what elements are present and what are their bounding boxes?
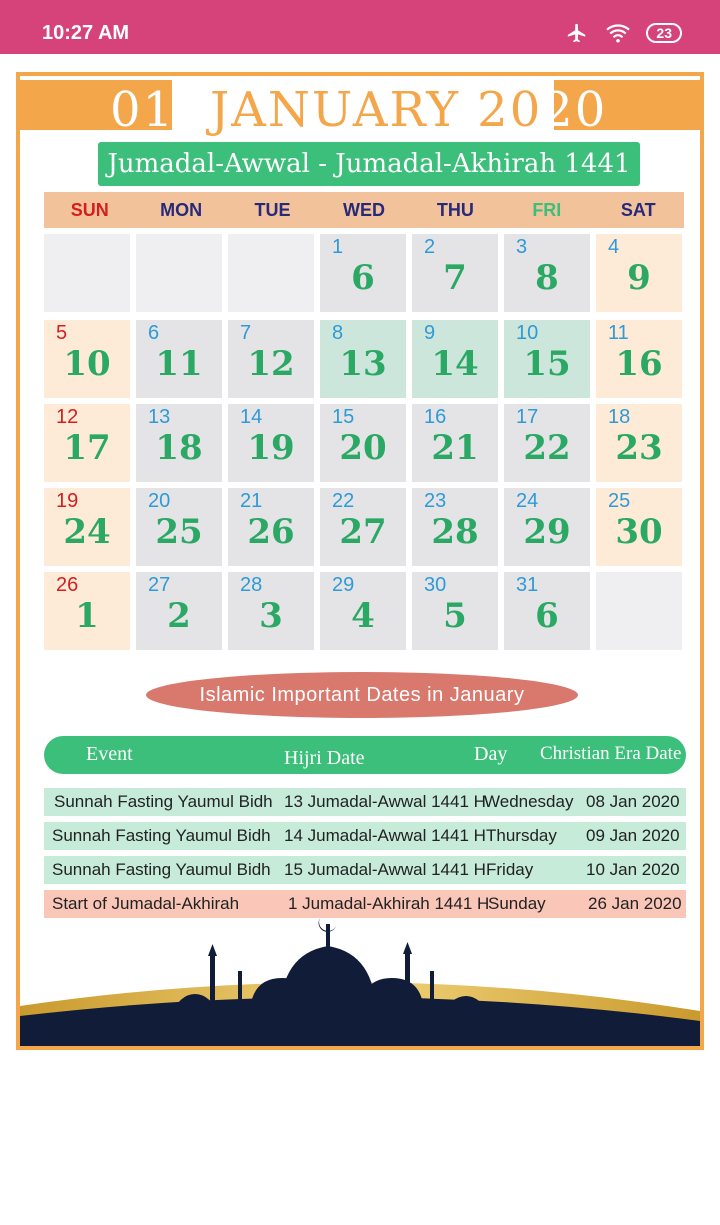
hijri-day-number: 11 xyxy=(608,322,629,344)
gregorian-day-number: 8 xyxy=(535,258,559,298)
calendar-day-cell[interactable] xyxy=(136,404,222,482)
gregorian-day-number: 7 xyxy=(443,258,467,298)
hijri-day-number: 17 xyxy=(516,406,539,428)
gregorian-day-number: 12 xyxy=(247,344,295,384)
title-day: 01 xyxy=(110,82,176,138)
status-time: 10:27 AM xyxy=(42,22,130,44)
event-name: Sunnah Fasting Yaumul Bidh xyxy=(54,792,273,811)
table-row[interactable] xyxy=(44,822,686,850)
calendar-day-cell[interactable] xyxy=(228,488,314,566)
hijri-day-number: 6 xyxy=(148,322,160,344)
event-date: 09 Jan 2020 xyxy=(586,826,680,845)
calendar-day-cell[interactable] xyxy=(504,234,590,312)
gregorian-day-number: 30 xyxy=(615,512,663,552)
hijri-day-number: 2 xyxy=(424,236,436,258)
hijri-day-number: 26 xyxy=(56,574,79,596)
hijri-month-banner: Jumadal-Awwal - Jumadal-Akhirah 1441 xyxy=(98,142,640,186)
hijri-day-number: 7 xyxy=(240,322,252,344)
event-name: Sunnah Fasting Yaumul Bidh xyxy=(52,860,271,879)
event-hijri: 15 Jumadal-Awwal 1441 H xyxy=(284,860,486,879)
calendar-day-cell[interactable] xyxy=(504,404,590,482)
calendar-day-cell[interactable] xyxy=(228,320,314,398)
hijri-day-number: 20 xyxy=(148,490,171,512)
weekday-header xyxy=(44,192,684,228)
calendar-empty-cell xyxy=(228,234,314,312)
calendar-day-cell[interactable] xyxy=(412,404,498,482)
gregorian-day-number: 15 xyxy=(523,344,571,384)
hijri-day-number: 8 xyxy=(332,322,344,344)
gregorian-day-number: 20 xyxy=(339,428,387,468)
gregorian-day-number: 21 xyxy=(431,428,479,468)
hijri-day-number: 29 xyxy=(332,574,355,596)
hijri-day-number: 21 xyxy=(240,490,263,512)
gregorian-day-number: 4 xyxy=(351,596,375,636)
gregorian-day-number: 26 xyxy=(247,512,295,552)
calendar-day-cell[interactable] xyxy=(504,488,590,566)
calendar-empty-cell xyxy=(44,234,130,312)
weekday-sat: SAT xyxy=(620,200,656,220)
events-header-christian: Christian Era Date xyxy=(540,743,682,764)
weekday-mon: MON xyxy=(160,200,203,220)
event-name: Start of Jumadal-Akhirah xyxy=(52,894,240,913)
event-day: Friday xyxy=(486,860,534,879)
gregorian-day-number: 6 xyxy=(535,596,559,636)
hijri-day-number: 16 xyxy=(424,406,447,428)
calendar-day-cell[interactable] xyxy=(44,488,130,566)
calendar-day-cell[interactable] xyxy=(596,488,682,566)
hijri-day-number: 13 xyxy=(148,406,171,428)
gregorian-day-number: 10 xyxy=(63,344,111,384)
table-row[interactable] xyxy=(44,856,686,884)
gregorian-day-number: 19 xyxy=(247,428,295,468)
event-date: 26 Jan 2020 xyxy=(588,894,682,913)
gregorian-day-number: 1 xyxy=(75,596,99,636)
calendar-empty-cell xyxy=(136,234,222,312)
gregorian-day-number: 22 xyxy=(523,428,571,468)
hijri-day-number: 23 xyxy=(424,490,447,512)
hijri-day-number: 14 xyxy=(240,406,263,428)
gregorian-day-number: 11 xyxy=(155,344,203,384)
calendar-day-cell[interactable] xyxy=(44,572,130,650)
mosque-skyline-illustration xyxy=(20,916,700,1046)
gregorian-day-number: 13 xyxy=(339,344,387,384)
hijri-day-number: 4 xyxy=(608,236,620,258)
calendar-title xyxy=(20,76,700,136)
calendar-day-cell[interactable] xyxy=(44,404,130,482)
event-day: Wednesday xyxy=(484,792,574,811)
weekday-thu: THU xyxy=(436,200,474,220)
gregorian-day-number: 9 xyxy=(627,258,651,298)
calendar-day-cell[interactable] xyxy=(596,404,682,482)
events-header-hijri: Hijri Date xyxy=(284,747,365,769)
gregorian-day-number: 29 xyxy=(523,512,571,552)
calendar-day-cell[interactable] xyxy=(412,320,498,398)
gregorian-day-number: 23 xyxy=(615,428,663,468)
event-day: Sunday xyxy=(488,894,546,913)
status-icons xyxy=(564,22,682,44)
gregorian-day-number: 16 xyxy=(615,344,663,384)
calendar-day-cell[interactable] xyxy=(44,320,130,398)
event-hijri: 14 Jumadal-Awwal 1441 H xyxy=(284,826,486,845)
weekday-wed: WED xyxy=(342,200,385,220)
hijri-day-number: 19 xyxy=(56,490,79,512)
calendar-empty-cell xyxy=(596,572,682,650)
battery-indicator: 23 xyxy=(646,23,682,43)
events-header-event: Event xyxy=(86,743,133,765)
hijri-day-number: 30 xyxy=(424,574,447,596)
gregorian-day-number: 14 xyxy=(431,344,479,384)
hijri-day-number: 10 xyxy=(516,322,539,344)
calendar-day-cell[interactable] xyxy=(412,572,498,650)
airplane-icon xyxy=(564,22,590,44)
hijri-day-number: 3 xyxy=(516,236,528,258)
calendar-day-cell[interactable] xyxy=(504,320,590,398)
hijri-day-number: 22 xyxy=(332,490,355,512)
gregorian-day-number: 24 xyxy=(63,512,111,552)
calendar-day-cell[interactable] xyxy=(228,404,314,482)
calendar-day-cell[interactable] xyxy=(596,234,682,312)
calendar-day-cell[interactable] xyxy=(504,572,590,650)
hijri-day-number: 27 xyxy=(148,574,171,596)
calendar-day-cell[interactable] xyxy=(136,488,222,566)
events-header-day: Day xyxy=(474,743,508,765)
calendar-day-cell[interactable] xyxy=(320,572,406,650)
weekday-fri: FRI xyxy=(532,200,562,220)
event-hijri: 1 Jumadal-Akhirah 1441 H xyxy=(288,894,490,913)
table-row[interactable] xyxy=(44,788,686,816)
calendar-day-cell[interactable] xyxy=(412,234,498,312)
gregorian-day-number: 6 xyxy=(351,258,375,298)
calendar-day-cell[interactable] xyxy=(320,488,406,566)
gregorian-day-number: 17 xyxy=(63,428,111,468)
hijri-day-number: 18 xyxy=(608,406,631,428)
gregorian-day-number: 18 xyxy=(155,428,203,468)
gregorian-day-number: 3 xyxy=(259,596,283,636)
event-name: Sunnah Fasting Yaumul Bidh xyxy=(52,826,271,845)
weekday-sun: SUN xyxy=(70,200,109,220)
calendar-day-cell[interactable] xyxy=(228,572,314,650)
title-month-year xyxy=(210,82,607,138)
gregorian-day-number: 5 xyxy=(443,596,467,636)
calendar-day-cell[interactable] xyxy=(320,234,406,312)
event-date: 10 Jan 2020 xyxy=(586,860,680,879)
table-row[interactable] xyxy=(44,890,686,918)
hijri-day-number: 5 xyxy=(56,322,68,344)
hijri-day-number: 1 xyxy=(332,236,344,258)
calendar-day-cell[interactable] xyxy=(412,488,498,566)
hijri-day-number: 12 xyxy=(56,406,79,428)
hijri-day-number: 15 xyxy=(332,406,355,428)
event-hijri: 13 Jumadal-Awwal 1441 H xyxy=(284,792,486,811)
weekday-tue: TUE xyxy=(254,200,291,220)
event-day: Thursday xyxy=(486,826,557,845)
calendar-day-cell[interactable] xyxy=(320,320,406,398)
calendar-day-cell[interactable] xyxy=(320,404,406,482)
gregorian-day-number: 27 xyxy=(339,512,387,552)
gregorian-day-number: 25 xyxy=(155,512,203,552)
hijri-day-number: 28 xyxy=(240,574,263,596)
events-table-header xyxy=(44,736,686,774)
gregorian-day-number: 28 xyxy=(431,512,479,552)
title-month-year-prefix: JANUARY 20 xyxy=(210,82,543,138)
hijri-day-number: 31 xyxy=(516,574,539,596)
calendar-day-cell[interactable] xyxy=(136,572,222,650)
title-year-suffix: 20 xyxy=(542,82,608,138)
wifi-icon xyxy=(604,22,632,44)
calendar-card xyxy=(16,72,704,1050)
event-date: 08 Jan 2020 xyxy=(586,792,680,811)
hijri-day-number: 24 xyxy=(516,490,539,512)
gregorian-day-number: 2 xyxy=(167,596,191,636)
hijri-day-number: 9 xyxy=(424,322,436,344)
important-dates-title: Islamic Important Dates in January xyxy=(146,672,578,718)
calendar-day-cell[interactable] xyxy=(136,320,222,398)
status-bar xyxy=(0,0,720,54)
hijri-day-number: 25 xyxy=(608,490,631,512)
calendar-day-cell[interactable] xyxy=(596,320,682,398)
